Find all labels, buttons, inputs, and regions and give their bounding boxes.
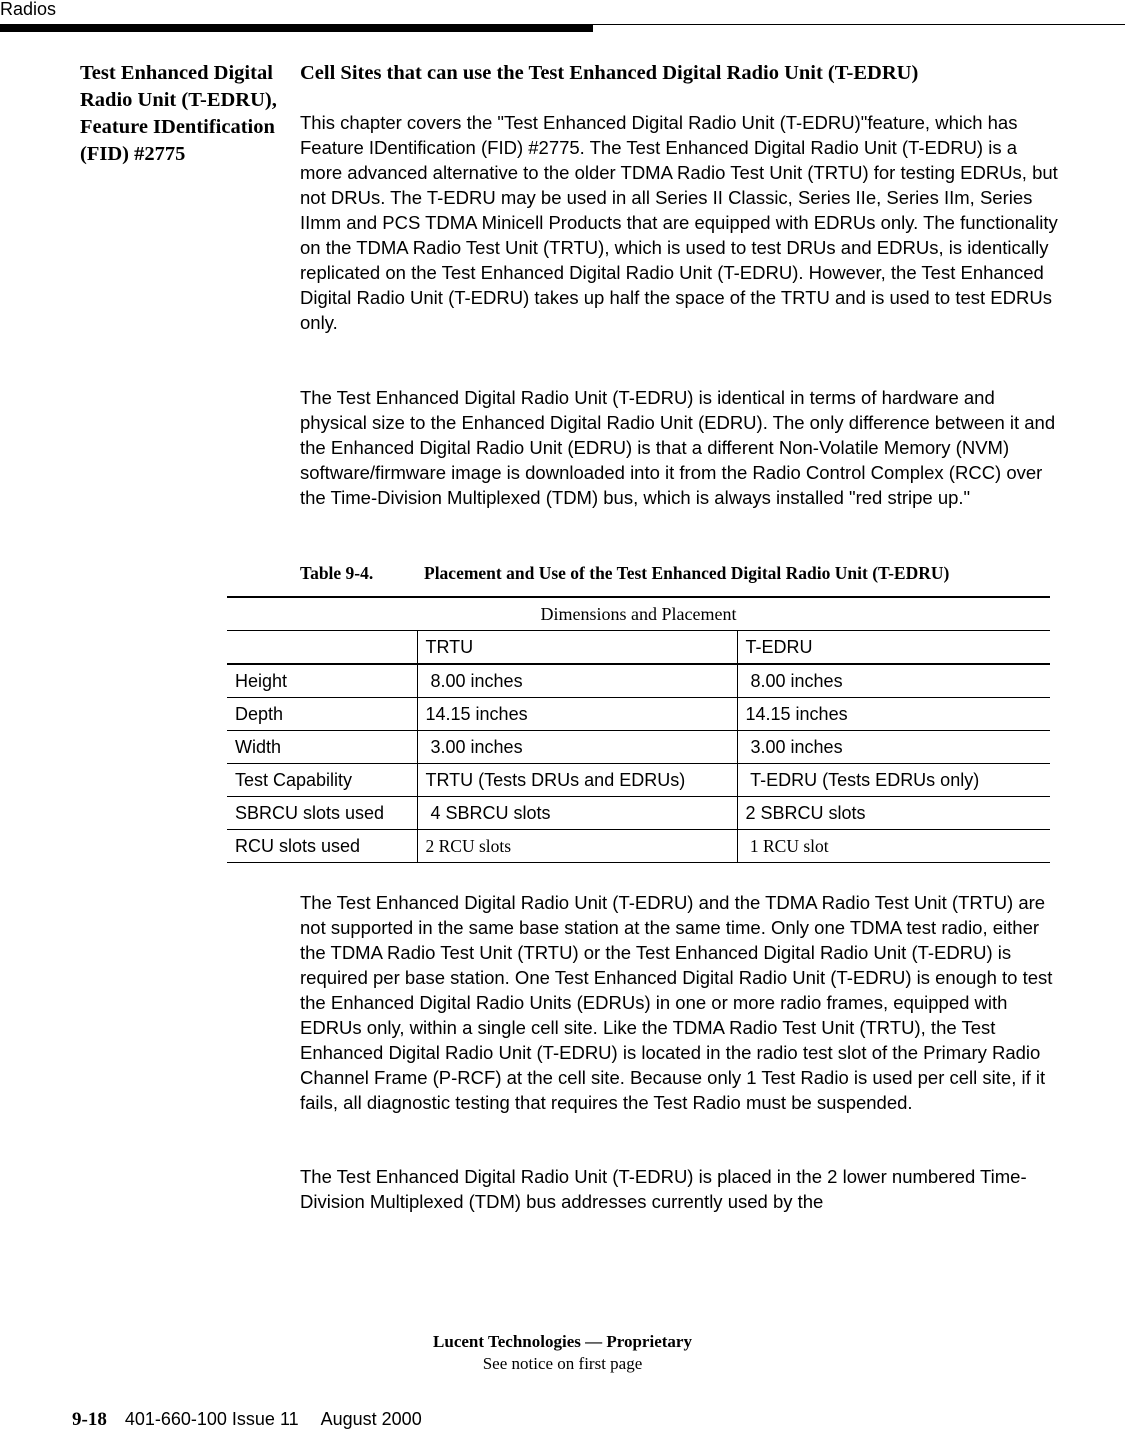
table-cell: SBRCU slots used [227, 797, 417, 830]
table-cell: 1 RCU slot [737, 830, 1050, 863]
document-number: 401-660-100 Issue 11 [124, 1409, 299, 1429]
table-cell: 4 SBRCU slots [417, 797, 737, 830]
table-cell: 14.15 inches [737, 698, 1050, 731]
table-row [227, 797, 1050, 830]
table-caption-title: Placement and Use of the Test Enhanced Digital Radio Unit (T-EDRU) [424, 563, 950, 583]
table-cell: Test Capability [227, 764, 417, 797]
table-row [227, 664, 1050, 698]
paragraph-1: This chapter covers the "Test Enhanced Digital Radio Unit (T-EDRU)"feature, which has Feature IDentification (FID) #2775. The Test Enhanced Digital Radio Unit (T-EDRU) is a more advanced alternative to the older TDMA Radio Test Unit (TRTU) for testing EDRUs, but not DRUs. The T-EDRU may be used in all Series II Classic, Series IIe, Series IIm, Series IImm and PCS TDMA Minicell Products that are equipped with EDRUs only. The functionality on the TDMA Radio Test Unit (TRTU), which is used to test DRUs and EDRUs, is identically replicated on the Test Enhanced Digital Radio Unit (T-EDRU). However, the Test Enhanced Digital Radio Unit (T-EDRU) takes up half the space of the TRTU and is used to test EDRUs only. [300, 112, 1058, 333]
paragraph-3: The Test Enhanced Digital Radio Unit (T-EDRU) and the TDMA Radio Test Unit (TRTU) are not supported in the same base station at the same time. Only one TDMA test radio, either the TDMA Radio Test Unit (TRTU) or the Test Enhanced Digital Radio Unit (T-EDRU) is required per base station. One Test Enhanced Digital Radio Unit (T-EDRU) is enough to test the Enhanced Digital Radio Units (EDRUs) in one or more radio frames, equipped with EDRUs only, within a single cell site. Like the TDMA Radio Test Unit (TRTU), the Test Enhanced Digital Radio Unit (T-EDRU) is located in the radio test slot of the Primary Radio Channel Frame (P-RCF) at the cell site. Because only 1 Test Radio is used per cell site, if it fails, all diagnostic testing that requires the Test Radio must be suspended. [300, 892, 1053, 1113]
table-caption-number: Table 9-4. [300, 563, 374, 583]
table-span-header: Dimensions and Placement [227, 597, 1050, 631]
table-cell: Depth [227, 698, 417, 731]
footer-notice: See notice on first page [482, 1354, 643, 1373]
header-rule-thick [0, 25, 593, 32]
table-cell: Width [227, 731, 417, 764]
running-head: Radios [0, 0, 57, 19]
table-column-header: T-EDRU [737, 631, 1050, 665]
table-span-header-row [227, 597, 1050, 631]
table-cell: 3.00 inches [737, 731, 1050, 764]
table-column-header-row [227, 631, 1050, 665]
table-cell: Height [227, 664, 417, 698]
table-cell: 8.00 inches [737, 664, 1050, 698]
dimensions-table [227, 596, 1050, 863]
table-row [227, 764, 1050, 797]
paragraph-2: The Test Enhanced Digital Radio Unit (T-EDRU) is identical in terms of hardware and physical size to the Enhanced Digital Radio Unit (EDRU). The only difference between it and the Enhanced Digital Radio Unit (EDRU) is that a different Non-Volatile Memory (NVM) software/firmware image is downloaded into it from the Radio Control Complex (RCC) over the Time-Division Multiplexed (TDM) bus, which is always installed "red stripe up." [300, 387, 1056, 508]
table-row [227, 731, 1050, 764]
table-cell: RCU slots used [227, 830, 417, 863]
table-row [227, 830, 1050, 863]
section-heading: Cell Sites that can use the Test Enhanced Digital Radio Unit (T-EDRU) [300, 62, 919, 84]
table-cell: 3.00 inches [417, 731, 737, 764]
page-number: 9-18 [72, 1409, 107, 1430]
table-cell: 14.15 inches [417, 698, 737, 731]
paragraph-4: The Test Enhanced Digital Radio Unit (T-EDRU) is placed in the 2 lower numbered Time-Division Multiplexed (TDM) bus addresses currently used by the [300, 1166, 1027, 1212]
side-heading: Test Enhanced Digital Radio Unit (T-EDRU), Feature IDentification (FID) #2775 [80, 62, 277, 165]
table-cell: TRTU (Tests DRUs and EDRUs) [417, 764, 737, 797]
table-cell: 2 SBRCU slots [737, 797, 1050, 830]
table-column-header [227, 631, 417, 665]
table-row [227, 698, 1050, 731]
footer-company: Lucent Technologies — Proprietary [433, 1332, 692, 1351]
footer-line [72, 1408, 422, 1431]
table-column-header: TRTU [417, 631, 737, 665]
table-caption [300, 562, 1060, 584]
table-cell: 8.00 inches [417, 664, 737, 698]
table-cell: T-EDRU (Tests EDRUs only) [737, 764, 1050, 797]
table-cell: 2 RCU slots [417, 830, 737, 863]
issue-date: August 2000 [320, 1409, 422, 1429]
